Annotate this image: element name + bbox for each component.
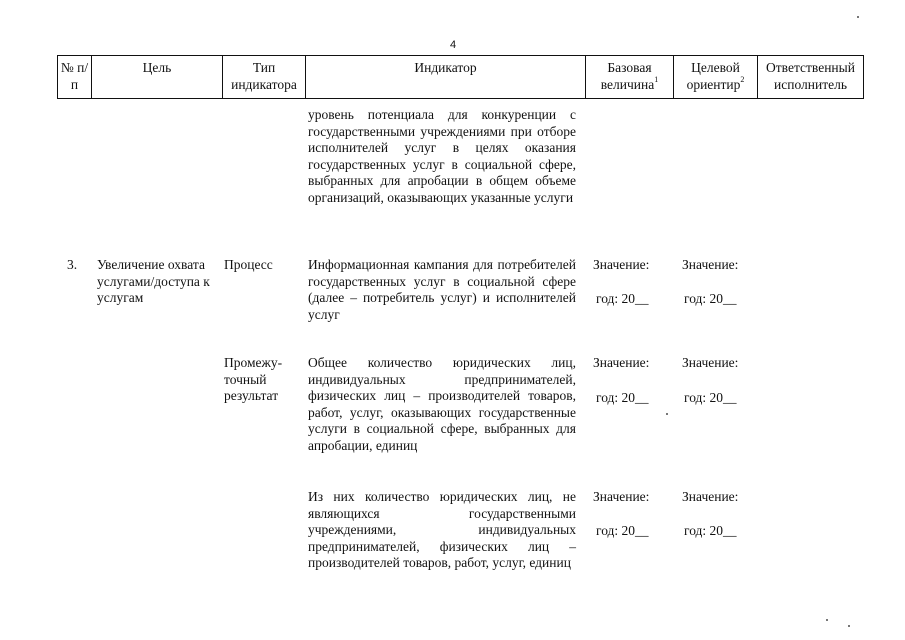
header-num: № п/п (58, 56, 92, 99)
footnote-marker-2: 2 (740, 75, 745, 84)
row-3-target-value: Значение: (682, 489, 739, 504)
scan-speck (848, 625, 850, 627)
row-1-target-value: Значение: (682, 257, 739, 272)
row-1-type: Процесс (224, 257, 273, 272)
scan-speck (666, 413, 668, 415)
row-3-target-year: год: 20__ (684, 523, 737, 538)
row-2-target-year: год: 20__ (684, 390, 737, 405)
header-type: Тип индикатора (223, 56, 306, 99)
header-row (58, 56, 864, 99)
header-responsible: Ответственный исполнитель (758, 56, 864, 99)
row-3-base-year: год: 20__ (596, 523, 649, 538)
header-base (586, 56, 674, 99)
row-1-target-year: год: 20__ (684, 291, 737, 306)
page-number: 4 (449, 39, 457, 51)
row-1-base-year: год: 20__ (596, 291, 649, 306)
row-2-indicator: Общее количество юридических лиц, индивидуальных предпринимателей, физических лиц – производителей товаров, работ, услуг, оказывающих государственные услуги в социальной сфере, выбранных для апробации, единиц (308, 355, 576, 453)
footnote-marker-1: 1 (654, 75, 659, 84)
scan-speck (826, 619, 828, 621)
row-2-target-value: Значение: (682, 355, 739, 370)
row-1-base-value: Значение: (593, 257, 650, 272)
header-indicator: Индикатор (306, 56, 586, 99)
row-3-base-value: Значение: (593, 489, 650, 504)
header-target-label: Целевой ориентир (686, 60, 741, 92)
table-header (57, 55, 864, 99)
header-target (674, 56, 758, 99)
row-1-indicator: Информационная кампания для потребителей государственных услуг в социальной сфере (далее – потребитель услуг) и исполнителей услуг (308, 257, 576, 322)
header-goal: Цель (92, 56, 223, 99)
section-number: 3. (67, 257, 78, 272)
row-2-base-year: год: 20__ (596, 390, 649, 405)
row-3-indicator: Из них количество юридических лиц, не являющихся государственными учреждениями, индивидуальных предпринимателей, физических лиц – производителей товаров, работ, услуг, единиц (308, 489, 576, 570)
scan-speck (857, 16, 859, 18)
row-2-base-value: Значение: (593, 355, 650, 370)
header-base-label: Базовая величина (600, 60, 655, 92)
continuation-indicator-text: уровень потенциала для конкуренции с государственными учреждениями при отборе исполнителей услуг в целях оказания государственных услуг в социальной сфере, выбранных для апробации в общем объеме организаций, оказывающих указанные услуги (308, 107, 576, 205)
row-2-type: Промежу-точный результат (224, 355, 283, 403)
section-goal: Увеличение охвата услугами/доступа к услугам (97, 257, 210, 305)
